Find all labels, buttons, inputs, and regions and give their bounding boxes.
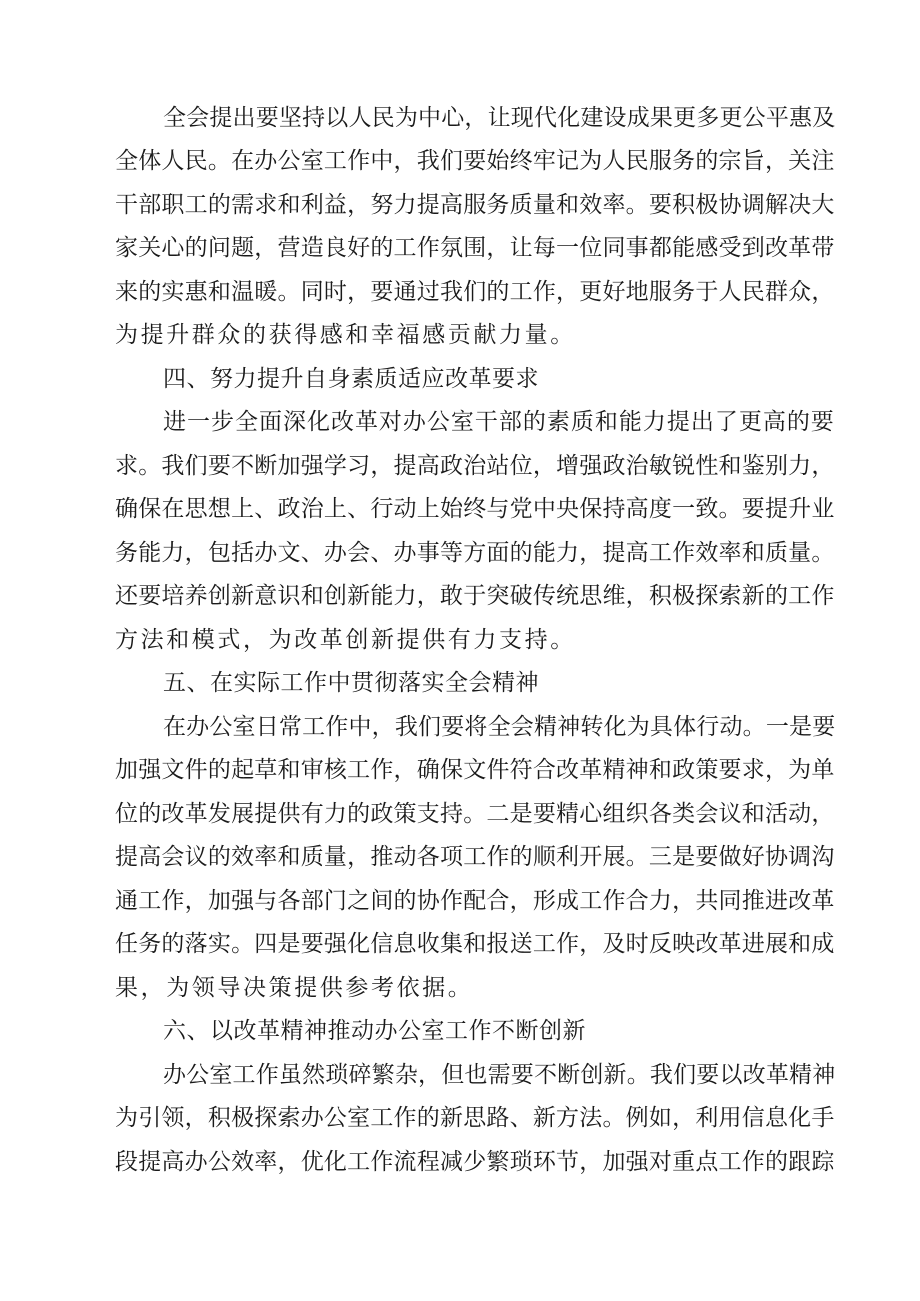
paragraph-3-line-6: 任务的落实。四是要强化信息收集和报送工作，及时反映改革进展和成	[115, 931, 835, 957]
paragraph-3-line-3: 位的改革发展提供有力的政策支持。二是要精心组织各类会议和活动，	[115, 801, 835, 827]
paragraph-3-line-1: 在办公室日常工作中，我们要将全会精神转化为具体行动。一是要	[163, 714, 836, 740]
paragraph-2-line-3: 确保在思想上、政治上、行动上始终与党中央保持高度一致。要提升业	[115, 496, 835, 522]
paragraph-2-line-1: 进一步全面深化改革对办公室干部的素质和能力提出了更高的要	[163, 409, 835, 435]
paragraph-2-line-6: 方法和模式，为改革创新提供有力支持。	[115, 627, 576, 653]
paragraph-1-line-6: 为提升群众的获得感和幸福感贡献力量。	[115, 322, 576, 348]
paragraph-1-line-3: 干部职工的需求和利益，努力提高服务质量和效率。要积极协调解决大	[115, 192, 835, 218]
section-heading-6: 六、以改革精神推动办公室工作不断创新	[163, 1018, 586, 1044]
paragraph-2-line-4: 务能力，包括办文、办会、办事等方面的能力，提高工作效率和质量。	[115, 540, 835, 566]
paragraph-1-line-5: 来的实惠和温暖。同时，要通过我们的工作，更好地服务于人民群众，	[115, 279, 835, 305]
paragraph-4-line-3: 段提高办公效率，优化工作流程减少繁琐环节，加强对重点工作的跟踪	[115, 1149, 835, 1175]
paragraph-4-line-1: 办公室工作虽然琐碎繁杂，但也需要不断创新。我们要以改革精神	[163, 1062, 836, 1088]
paragraph-3-line-7: 果，为领导决策提供参考依据。	[115, 975, 474, 1001]
paragraph-3-line-4: 提高会议的效率和质量，推动各项工作的顺利开展。三是要做好协调沟	[115, 844, 835, 870]
paragraph-2-line-2: 求。我们要不断加强学习，提高政治站位，增强政治敏锐性和鉴别力，	[115, 453, 835, 479]
paragraph-4-line-2: 为引领，积极探索办公室工作的新思路、新方法。例如，利用信息化手	[115, 1105, 835, 1131]
paragraph-2-line-5: 还要培养创新意识和创新能力，敢于突破传统思维，积极探索新的工作	[115, 583, 835, 609]
paragraph-1-line-2: 全体人民。在办公室工作中，我们要始终牢记为人民服务的宗旨，关注	[115, 148, 835, 174]
paragraph-1-line-1: 全会提出要坚持以人民为中心，让现代化建设成果更多更公平惠及	[163, 105, 836, 131]
paragraph-1-line-4: 家关心的问题，营造良好的工作氛围，让每一位同事都能感受到改革带	[115, 235, 835, 261]
paragraph-3-line-5: 通工作，加强与各部门之间的协作配合，形成工作合力，共同推进改革	[115, 888, 835, 914]
paragraph-3-line-2: 加强文件的起草和审核工作，确保文件符合改革精神和政策要求，为单	[115, 757, 835, 783]
section-heading-5: 五、在实际工作中贯彻落实全会精神	[163, 670, 539, 696]
section-heading-4: 四、努力提升自身素质适应改革要求	[163, 366, 539, 392]
